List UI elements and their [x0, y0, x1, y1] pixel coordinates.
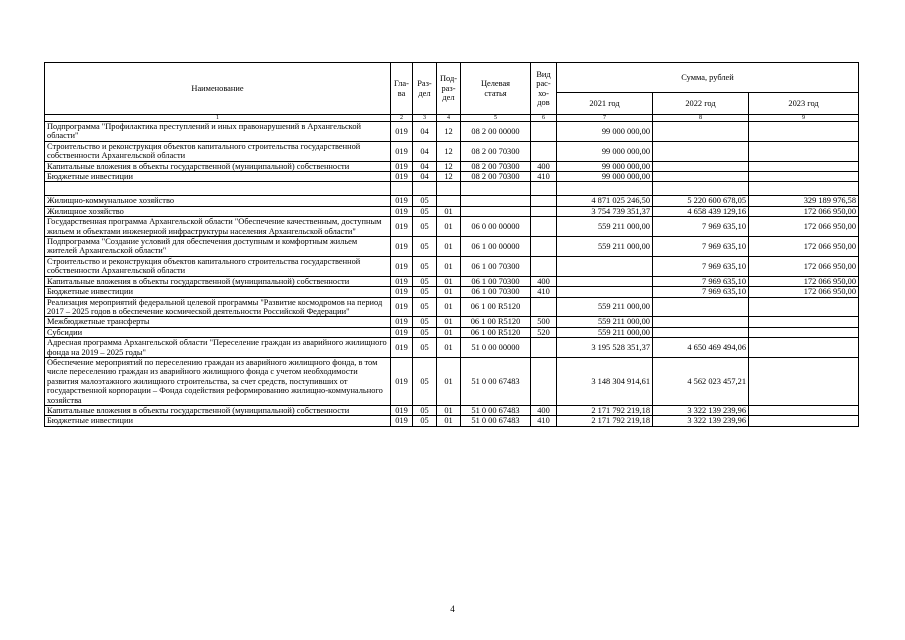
header-razdel-text: Раз- дел	[417, 79, 432, 98]
row-podrazdel: 01	[437, 317, 461, 327]
table-body	[45, 122, 859, 427]
row-vid	[531, 338, 557, 358]
row-razdel: 05	[413, 206, 437, 216]
row-sum-2021: 99 000 000,00	[557, 141, 653, 161]
row-podrazdel: 01	[437, 357, 461, 405]
table-row	[45, 297, 859, 317]
row-name: Реализация мероприятий федеральной целевой программы "Развитие космодромов на период 2017 – 2025 годов в обеспечение космической деятельности Российской Федерации"	[45, 297, 391, 317]
table-row	[45, 206, 859, 216]
row-sum-2021: 2 171 792 219,18	[557, 416, 653, 426]
colnum: 7	[557, 115, 653, 122]
row-glava: 019	[391, 237, 413, 257]
row-name: Государственная программа Архангельской области "Обеспечение качественным, доступным жильем и объектами инженерной инфраструктуры населения Архангельской области"	[45, 217, 391, 237]
row-podrazdel: 01	[437, 416, 461, 426]
row-name: Бюджетные инвестиции	[45, 172, 391, 182]
row-razdel: 05	[413, 317, 437, 327]
empty-cell	[653, 182, 749, 196]
row-target: 06 1 00 R5120	[461, 327, 531, 337]
row-sum-2023	[749, 357, 859, 405]
row-sum-2023	[749, 327, 859, 337]
header-glava-text: Гла- ва	[394, 79, 409, 98]
row-podrazdel: 01	[437, 256, 461, 276]
row-podrazdel: 12	[437, 122, 461, 142]
colnum: 3	[413, 115, 437, 122]
row-sum-2023: 172 066 950,00	[749, 276, 859, 286]
row-sum-2023	[749, 172, 859, 182]
header-target	[461, 63, 531, 115]
row-glava: 019	[391, 122, 413, 142]
row-sum-2022: 5 220 600 678,05	[653, 196, 749, 206]
row-vid	[531, 256, 557, 276]
page-number: 4	[450, 604, 455, 614]
row-sum-2021: 99 000 000,00	[557, 161, 653, 171]
row-sum-2021: 4 871 025 246,50	[557, 196, 653, 206]
table-row	[45, 405, 859, 415]
row-vid: 400	[531, 405, 557, 415]
row-vid	[531, 297, 557, 317]
budget-table	[44, 62, 859, 427]
header-razdel	[413, 63, 437, 115]
header-2023: 2023 год	[749, 93, 859, 115]
row-name: Бюджетные инвестиции	[45, 416, 391, 426]
row-name: Строительство и реконструкция объектов капитального строительства государственной собственности Архангельской области	[45, 141, 391, 161]
row-podrazdel: 12	[437, 172, 461, 182]
row-vid: 500	[531, 317, 557, 327]
table-row	[45, 357, 859, 405]
empty-cell	[413, 182, 437, 196]
row-target: 08 2 00 70300	[461, 141, 531, 161]
row-sum-2021: 99 000 000,00	[557, 122, 653, 142]
row-sum-2022	[653, 327, 749, 337]
row-razdel: 05	[413, 217, 437, 237]
empty-cell	[391, 182, 413, 196]
row-razdel: 05	[413, 297, 437, 317]
row-name: Адресная программа Архангельской области "Переселение граждан из аварийного жилищного фонда на 2019 – 2025 годы"	[45, 338, 391, 358]
row-razdel: 04	[413, 172, 437, 182]
row-sum-2021: 559 211 000,00	[557, 217, 653, 237]
table-row	[45, 182, 859, 196]
row-glava: 019	[391, 416, 413, 426]
row-target	[461, 196, 531, 206]
table-row	[45, 327, 859, 337]
empty-cell	[45, 182, 391, 196]
table-row	[45, 276, 859, 286]
row-sum-2022: 4 562 023 457,21	[653, 357, 749, 405]
row-name: Бюджетные инвестиции	[45, 287, 391, 297]
row-sum-2022: 7 969 635,10	[653, 237, 749, 257]
table-row	[45, 172, 859, 182]
row-vid	[531, 357, 557, 405]
row-target: 08 2 00 70300	[461, 172, 531, 182]
table-row	[45, 141, 859, 161]
row-sum-2022: 7 969 635,10	[653, 217, 749, 237]
row-target: 06 1 00 00000	[461, 237, 531, 257]
row-target: 06 1 00 70300	[461, 276, 531, 286]
table-row	[45, 196, 859, 206]
row-sum-2021	[557, 276, 653, 286]
row-razdel: 05	[413, 338, 437, 358]
row-glava: 019	[391, 206, 413, 216]
header-vid-text: Вид рас- хо- дов	[536, 69, 551, 107]
row-target: 06 1 00 70300	[461, 256, 531, 276]
row-podrazdel: 01	[437, 206, 461, 216]
header-podrazdel-text: Под- раз- дел	[439, 74, 458, 103]
row-razdel: 05	[413, 196, 437, 206]
row-glava: 019	[391, 357, 413, 405]
row-vid: 400	[531, 276, 557, 286]
header-sum: Сумма, рублей	[557, 63, 859, 93]
row-glava: 019	[391, 161, 413, 171]
row-sum-2022: 4 650 469 494,06	[653, 338, 749, 358]
row-razdel: 05	[413, 405, 437, 415]
row-glava: 019	[391, 256, 413, 276]
row-razdel: 05	[413, 237, 437, 257]
row-vid: 400	[531, 161, 557, 171]
row-sum-2022: 7 969 635,10	[653, 256, 749, 276]
row-sum-2021	[557, 287, 653, 297]
row-sum-2022: 3 322 139 239,96	[653, 405, 749, 415]
row-glava: 019	[391, 297, 413, 317]
header-vid	[531, 63, 557, 115]
row-sum-2022: 4 658 439 129,16	[653, 206, 749, 216]
row-sum-2023: 172 066 950,00	[749, 217, 859, 237]
row-target: 51 0 00 00000	[461, 338, 531, 358]
colnum: 1	[45, 115, 391, 122]
row-sum-2022	[653, 161, 749, 171]
row-sum-2023	[749, 141, 859, 161]
table-row	[45, 237, 859, 257]
empty-cell	[557, 182, 653, 196]
row-podrazdel: 01	[437, 217, 461, 237]
row-name: Обеспечение мероприятий по переселению граждан из аварийного жилищного фонда, в том числе переселению граждан из аварийного жилищного фонда с учетом необходимости развития малоэтажного жилищного строительства, за счет средств, поступивших от государственной корпорации – Фонда содействия реформированию жилищно-коммунального хозяйства	[45, 357, 391, 405]
header-2021: 2021 год	[557, 93, 653, 115]
row-razdel: 05	[413, 276, 437, 286]
row-sum-2023: 172 066 950,00	[749, 206, 859, 216]
row-vid	[531, 196, 557, 206]
table-row	[45, 256, 859, 276]
row-name: Подпрограмма "Профилактика преступлений и иных правонарушений в Архангельской области"	[45, 122, 391, 142]
row-sum-2023	[749, 317, 859, 327]
row-sum-2023	[749, 122, 859, 142]
row-glava: 019	[391, 317, 413, 327]
row-sum-2021	[557, 256, 653, 276]
row-podrazdel: 12	[437, 141, 461, 161]
empty-cell	[749, 182, 859, 196]
row-sum-2022: 3 322 139 239,96	[653, 416, 749, 426]
row-sum-2022	[653, 122, 749, 142]
row-razdel: 04	[413, 141, 437, 161]
row-podrazdel: 12	[437, 161, 461, 171]
row-glava: 019	[391, 276, 413, 286]
row-vid	[531, 141, 557, 161]
row-vid	[531, 122, 557, 142]
row-target	[461, 206, 531, 216]
row-vid: 520	[531, 327, 557, 337]
table-row	[45, 122, 859, 142]
row-podrazdel: 01	[437, 297, 461, 317]
row-glava: 019	[391, 141, 413, 161]
row-vid: 410	[531, 172, 557, 182]
row-podrazdel: 01	[437, 276, 461, 286]
row-sum-2023: 329 189 976,58	[749, 196, 859, 206]
row-podrazdel: 01	[437, 237, 461, 257]
row-sum-2021: 99 000 000,00	[557, 172, 653, 182]
colnum: 6	[531, 115, 557, 122]
row-sum-2022	[653, 317, 749, 327]
row-target: 06 1 00 R5120	[461, 317, 531, 327]
header-glava	[391, 63, 413, 115]
header-podrazdel	[437, 63, 461, 115]
row-sum-2021: 559 211 000,00	[557, 327, 653, 337]
row-target: 51 0 00 67483	[461, 416, 531, 426]
row-target: 51 0 00 67483	[461, 405, 531, 415]
row-target: 06 0 00 00000	[461, 217, 531, 237]
colnum: 4	[437, 115, 461, 122]
row-target: 06 1 00 R5120	[461, 297, 531, 317]
row-vid: 410	[531, 416, 557, 426]
row-sum-2023: 172 066 950,00	[749, 256, 859, 276]
row-name: Межбюджетные трансферты	[45, 317, 391, 327]
row-podrazdel: 01	[437, 338, 461, 358]
row-glava: 019	[391, 287, 413, 297]
row-razdel: 05	[413, 256, 437, 276]
row-podrazdel	[437, 196, 461, 206]
table-row	[45, 287, 859, 297]
row-podrazdel: 01	[437, 287, 461, 297]
row-glava: 019	[391, 327, 413, 337]
row-sum-2021: 559 211 000,00	[557, 297, 653, 317]
colnum: 8	[653, 115, 749, 122]
table-row	[45, 338, 859, 358]
row-sum-2022	[653, 172, 749, 182]
colnum: 2	[391, 115, 413, 122]
row-razdel: 05	[413, 416, 437, 426]
row-target: 06 1 00 70300	[461, 287, 531, 297]
row-target: 08 2 00 00000	[461, 122, 531, 142]
empty-cell	[461, 182, 531, 196]
row-sum-2021: 3 754 739 351,37	[557, 206, 653, 216]
row-razdel: 05	[413, 327, 437, 337]
row-glava: 019	[391, 196, 413, 206]
row-glava: 019	[391, 338, 413, 358]
header-target-text: Целевая статья	[480, 79, 511, 98]
row-sum-2021: 559 211 000,00	[557, 237, 653, 257]
header-name: Наименование	[45, 63, 391, 115]
row-podrazdel: 01	[437, 405, 461, 415]
row-sum-2023	[749, 338, 859, 358]
row-sum-2023	[749, 416, 859, 426]
row-vid	[531, 206, 557, 216]
row-sum-2023	[749, 297, 859, 317]
row-sum-2023	[749, 405, 859, 415]
row-name: Субсидии	[45, 327, 391, 337]
table-row	[45, 161, 859, 171]
row-razdel: 04	[413, 161, 437, 171]
row-sum-2021: 2 171 792 219,18	[557, 405, 653, 415]
row-sum-2023: 172 066 950,00	[749, 237, 859, 257]
table-row	[45, 416, 859, 426]
row-vid	[531, 217, 557, 237]
row-sum-2023	[749, 161, 859, 171]
row-target: 08 2 00 70300	[461, 161, 531, 171]
row-name: Жилищно-коммунальное хозяйство	[45, 196, 391, 206]
row-sum-2022	[653, 297, 749, 317]
colnum: 9	[749, 115, 859, 122]
row-razdel: 04	[413, 122, 437, 142]
row-sum-2021: 3 148 304 914,61	[557, 357, 653, 405]
row-glava: 019	[391, 172, 413, 182]
row-name: Капитальные вложения в объекты государственной (муниципальной) собственности	[45, 405, 391, 415]
row-sum-2022: 7 969 635,10	[653, 276, 749, 286]
row-name: Подпрограмма "Создание условий для обеспечения доступным и комфортным жильем жителей Архангельской области"	[45, 237, 391, 257]
row-sum-2021: 559 211 000,00	[557, 317, 653, 327]
table-row	[45, 317, 859, 327]
row-podrazdel: 01	[437, 327, 461, 337]
row-vid: 410	[531, 287, 557, 297]
row-name: Капитальные вложения в объекты государственной (муниципальной) собственности	[45, 161, 391, 171]
row-vid	[531, 237, 557, 257]
row-name: Капитальные вложения в объекты государственной (муниципальной) собственности	[45, 276, 391, 286]
row-razdel: 05	[413, 287, 437, 297]
row-name: Жилищное хозяйство	[45, 206, 391, 216]
row-glava: 019	[391, 405, 413, 415]
row-target: 51 0 00 67483	[461, 357, 531, 405]
row-glava: 019	[391, 217, 413, 237]
row-razdel: 05	[413, 357, 437, 405]
row-sum-2022: 7 969 635,10	[653, 287, 749, 297]
row-name: Строительство и реконструкция объектов капитального строительства государственной собственности Архангельской области	[45, 256, 391, 276]
empty-cell	[437, 182, 461, 196]
row-sum-2022	[653, 141, 749, 161]
table-row	[45, 217, 859, 237]
row-sum-2023: 172 066 950,00	[749, 287, 859, 297]
header-2022: 2022 год	[653, 93, 749, 115]
empty-cell	[531, 182, 557, 196]
row-sum-2021: 3 195 528 351,37	[557, 338, 653, 358]
colnum: 5	[461, 115, 531, 122]
